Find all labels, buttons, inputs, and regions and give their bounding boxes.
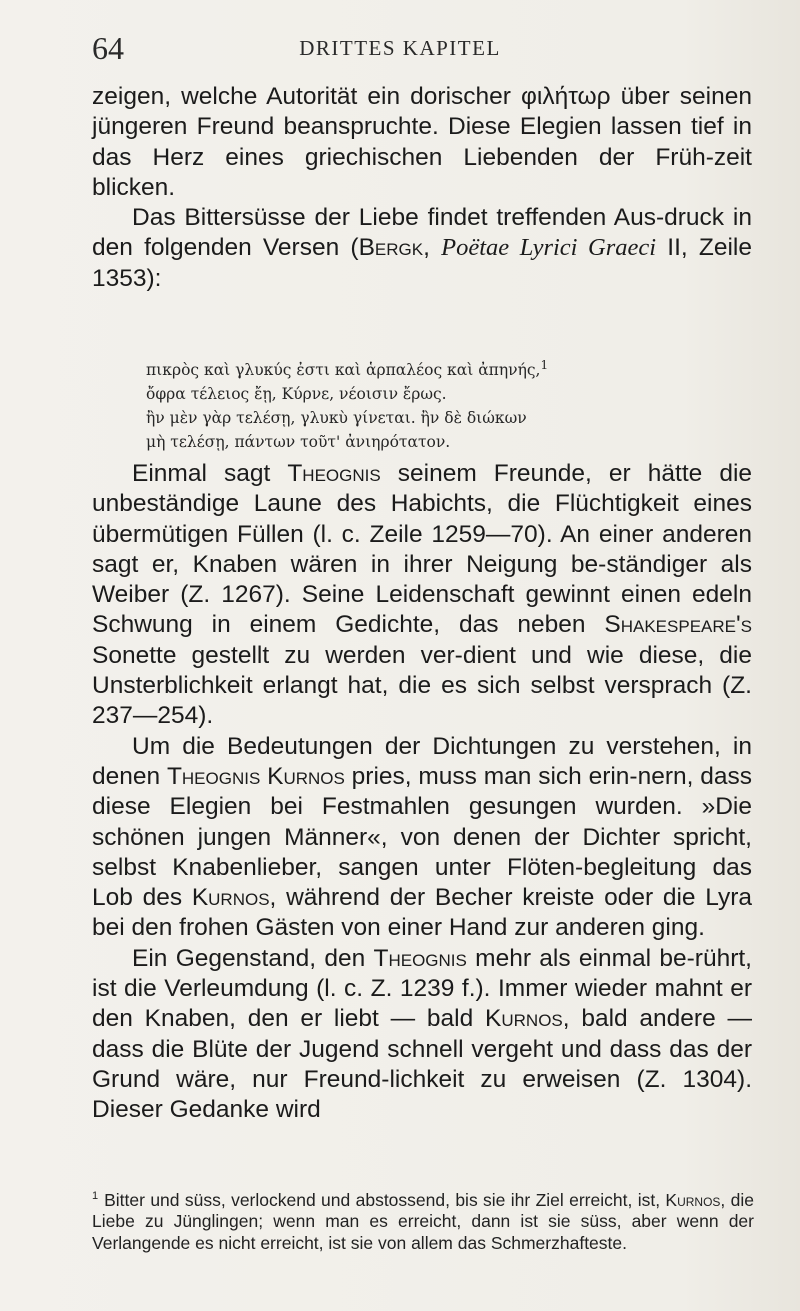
- footnote-text-b: , die Liebe zu Jünglingen; wenn man es erreicht, dann ist sie süss, aber wenn der Verlangende es nicht erreicht, ist sie von allem das Schmerzhafteste.: [92, 1189, 754, 1253]
- paragraph-5-text-b: mehr als einmal be-rührt, ist die Verleumdung (l. c. Z. 1239 f.). Immer wieder mahnt er den Knaben, den er liebt — bald: [92, 944, 752, 1033]
- main-text-continued: [92, 459, 752, 1126]
- footnote-mark: 1: [92, 1190, 99, 1202]
- greek-verses: [146, 353, 746, 454]
- comma: ,: [423, 234, 442, 262]
- main-text: [92, 82, 752, 294]
- paragraph-4-text-b: pries, muss man sich erin-nern, dass diese Elegien bei Festmahlen gesungen wurden. »Die schönen jungen Männer«, von denen der Dichter spricht, selbst Knabenlieber, sangen unter Flöten-begleitung das Lob des: [92, 762, 752, 912]
- paragraph-3-text-a: Einmal sagt: [132, 460, 288, 487]
- paragraph-5-text-a: Ein Gegenstand, den: [132, 944, 374, 972]
- name-shakespeare: Shakespeare's: [604, 611, 752, 639]
- paragraph-4-text-a: Um die Bedeutungen der Dichtungen zu verstehen, in denen: [92, 732, 752, 790]
- paragraph-1: [92, 82, 752, 203]
- paragraph-5-text-c: , bald andere — dass die Blüte der Jugend schnell vergeht und dass das der Grund wäre, nur Freund-lichkeit zu erweisen (Z. 1304). Dieser Gedanke wird: [92, 1005, 752, 1124]
- paragraph-4: [92, 732, 752, 944]
- paragraph-3: [92, 459, 752, 732]
- paragraph-3-text-b: seinem Freunde, er hätte die unbeständige Laune des Habichts, die Flüchtigkeit eines übermütigen Füllen (l. c. Zeile 1259—70). An einer anderen sagt er, Knaben wären in ihrer Neigung be-ständiger als Weiber (Z. 1267). Seine Leidenschaft gewinnt einen edeln Schwung in einem Gedichte, das neben: [92, 460, 753, 639]
- name-kurnos: Kurnos: [665, 1189, 721, 1210]
- page-number: 64: [92, 30, 124, 66]
- footnote-ref: 1: [540, 358, 549, 372]
- paragraph-2-text-b: II, Zeile 1353):: [92, 234, 752, 292]
- greek-line-2: ὄφρα τέλειος ἔῃ, Κύρνε, νέοισιν ἔρως.: [146, 385, 447, 404]
- paragraph-5: [92, 944, 752, 1126]
- paragraph-3-text-c: Sonette gestellt zu werden ver-dient und wie diese, die Unsterblichkeit erlangt hat, die es sich selbst versprach (Z. 237—254).: [92, 641, 752, 730]
- page-header: [0, 30, 800, 70]
- paragraph-1-text: zeigen, welche Autorität ein dorischer φιλήτωρ über seinen jüngeren Freund beanspruchte. Diese Elegien lassen tief in das Herz eines griechischen Liebenden der Früh-zeit blicken.: [92, 83, 752, 201]
- work-title: Poëtae Lyrici Graeci: [441, 234, 657, 262]
- name-theognis: Theognis: [373, 944, 467, 972]
- greek-line-3: ἢν μὲν γὰρ τελέσῃ, γλυκὺ γίνεται. ἢν δὲ διώκων: [146, 409, 527, 428]
- running-head: DRITTES KAPITEL: [299, 36, 501, 60]
- footnote-text-a: Bitter und süss, verlockend und abstossend, bis sie ihr Ziel erreicht, ist,: [104, 1189, 666, 1210]
- name-kurnos: Kurnos: [267, 762, 345, 790]
- name-theognis: Theognis: [166, 762, 261, 790]
- footnote: [92, 1186, 754, 1254]
- paragraph-2-text-a: Das Bittersüsse der Liebe findet treffenden Aus-druck in den folgenden Versen (: [92, 204, 752, 262]
- name-kurnos: Kurnos: [485, 1005, 563, 1033]
- author-bergk: Bergk: [358, 234, 424, 262]
- name-theognis: Theognis: [287, 460, 381, 487]
- paragraph-2: [92, 203, 752, 294]
- greek-line-1-text: πικρὸς καὶ γλυκύς ἐστι καὶ ἁρπαλέος καὶ ἀπηνής,: [146, 361, 541, 380]
- greek-line-1: [146, 353, 746, 382]
- name-kurnos: Kurnos: [191, 884, 270, 912]
- paragraph-4-text-c: , während der Becher kreiste oder die Lyra bei den frohen Gästen von einer Hand zur anderen ging.: [92, 884, 752, 942]
- greek-line-4: μὴ τελέσῃ, πάντων τοῦτ' ἀνιηρότατον.: [146, 433, 451, 452]
